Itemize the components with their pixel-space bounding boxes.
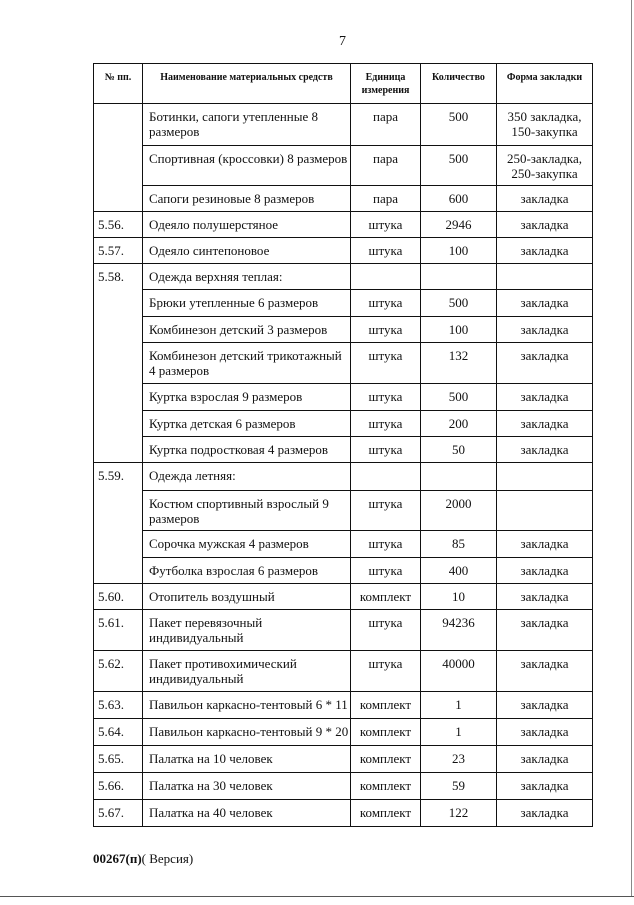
item-quantity: 122 bbox=[421, 800, 497, 827]
item-unit: штука bbox=[351, 651, 421, 692]
item-form: закладка bbox=[497, 773, 593, 800]
item-quantity bbox=[421, 463, 497, 491]
item-quantity: 50 bbox=[421, 437, 497, 463]
item-form: закладка bbox=[497, 212, 593, 238]
item-name: Палатка на 10 человек bbox=[143, 746, 351, 773]
item-form: закладка bbox=[497, 411, 593, 437]
group-heading: Одежда летняя: bbox=[143, 463, 351, 491]
item-number: 5.57. bbox=[94, 238, 143, 264]
group-heading: Одежда верхняя теплая: bbox=[143, 264, 351, 290]
item-form: 250-закладка, 250-закупка bbox=[497, 146, 593, 186]
item-name: Футболка взрослая 6 размеров bbox=[143, 558, 351, 584]
item-number: 5.61. bbox=[94, 610, 143, 651]
item-name: Одеяло полушерстяное bbox=[143, 212, 351, 238]
item-quantity: 85 bbox=[421, 531, 497, 558]
item-form: закладка bbox=[497, 692, 593, 719]
item-unit: штука bbox=[351, 317, 421, 343]
item-name: Куртка взрослая 9 размеров bbox=[143, 384, 351, 411]
item-form: закладка bbox=[497, 437, 593, 463]
item-quantity: 200 bbox=[421, 411, 497, 437]
item-number bbox=[94, 104, 143, 212]
item-form: закладка bbox=[497, 719, 593, 746]
item-form: закладка bbox=[497, 384, 593, 411]
item-quantity: 10 bbox=[421, 584, 497, 610]
item-quantity: 500 bbox=[421, 290, 497, 317]
item-unit: комплект bbox=[351, 773, 421, 800]
item-name: Пакет противохимический индивидуальный bbox=[143, 651, 351, 692]
item-form: закладка bbox=[497, 558, 593, 584]
item-name: Ботинки, сапоги утепленные 8 размеров bbox=[143, 104, 351, 146]
header-number: № пп. bbox=[94, 64, 143, 104]
document-code: 00267(п) bbox=[93, 851, 142, 866]
item-number: 5.62. bbox=[94, 651, 143, 692]
item-unit: комплект bbox=[351, 584, 421, 610]
item-unit: комплект bbox=[351, 692, 421, 719]
item-name: Палатка на 40 человек bbox=[143, 800, 351, 827]
item-form: закладка bbox=[497, 746, 593, 773]
item-quantity: 94236 bbox=[421, 610, 497, 651]
item-quantity: 40000 bbox=[421, 651, 497, 692]
item-form: закладка bbox=[497, 343, 593, 384]
item-form bbox=[497, 463, 593, 491]
item-unit: комплект bbox=[351, 719, 421, 746]
item-quantity: 500 bbox=[421, 384, 497, 411]
item-quantity bbox=[421, 264, 497, 290]
scan-edge-right bbox=[631, 0, 632, 896]
item-number: 5.60. bbox=[94, 584, 143, 610]
header-name: Наименование материальных средств bbox=[143, 64, 351, 104]
item-form: закладка bbox=[497, 186, 593, 212]
item-quantity: 132 bbox=[421, 343, 497, 384]
item-name: Комбинезон детский трикотажный 4 размеров bbox=[143, 343, 351, 384]
item-unit: штука bbox=[351, 290, 421, 317]
page-number: 7 bbox=[339, 34, 346, 49]
header-form: Форма закладки bbox=[497, 64, 593, 104]
item-quantity: 2946 bbox=[421, 212, 497, 238]
item-quantity: 59 bbox=[421, 773, 497, 800]
item-name: Палатка на 30 человек bbox=[143, 773, 351, 800]
item-unit: штука bbox=[351, 610, 421, 651]
item-name: Комбинезон детский 3 размеров bbox=[143, 317, 351, 343]
item-number: 5.66. bbox=[94, 773, 143, 800]
item-unit: пара bbox=[351, 146, 421, 186]
item-unit: штука bbox=[351, 238, 421, 264]
item-unit bbox=[351, 463, 421, 491]
item-name: Одеяло синтепоновое bbox=[143, 238, 351, 264]
item-quantity: 100 bbox=[421, 238, 497, 264]
item-name: Сорочка мужская 4 размеров bbox=[143, 531, 351, 558]
item-quantity: 500 bbox=[421, 146, 497, 186]
item-unit: комплект bbox=[351, 746, 421, 773]
item-unit: штука bbox=[351, 437, 421, 463]
document-footer bbox=[93, 851, 193, 866]
item-form: закладка bbox=[497, 800, 593, 827]
item-name: Отопитель воздушный bbox=[143, 584, 351, 610]
item-number: 5.59. bbox=[94, 463, 143, 584]
item-number: 5.56. bbox=[94, 212, 143, 238]
item-unit: комплект bbox=[351, 800, 421, 827]
item-number: 5.63. bbox=[94, 692, 143, 719]
item-unit bbox=[351, 264, 421, 290]
item-quantity: 400 bbox=[421, 558, 497, 584]
item-quantity: 100 bbox=[421, 317, 497, 343]
item-unit: штука bbox=[351, 491, 421, 531]
item-form: закладка bbox=[497, 651, 593, 692]
item-name: Сапоги резиновые 8 размеров bbox=[143, 186, 351, 212]
item-number: 5.67. bbox=[94, 800, 143, 827]
item-quantity: 1 bbox=[421, 692, 497, 719]
item-name: Спортивная (кроссовки) 8 размеров bbox=[143, 146, 351, 186]
item-form: закладка bbox=[497, 531, 593, 558]
item-form: закладка bbox=[497, 317, 593, 343]
item-number: 5.64. bbox=[94, 719, 143, 746]
item-form: 350 закладка, 150-закупка bbox=[497, 104, 593, 146]
item-unit: штука bbox=[351, 411, 421, 437]
scan-edge-bottom bbox=[0, 896, 634, 897]
item-name: Пакет перевязочный индивидуальный bbox=[143, 610, 351, 651]
item-form: закладка bbox=[497, 238, 593, 264]
item-number: 5.58. bbox=[94, 264, 143, 463]
item-quantity: 23 bbox=[421, 746, 497, 773]
item-quantity: 500 bbox=[421, 104, 497, 146]
item-quantity: 2000 bbox=[421, 491, 497, 531]
item-unit: штука bbox=[351, 212, 421, 238]
item-form: закладка bbox=[497, 290, 593, 317]
item-quantity: 1 bbox=[421, 719, 497, 746]
item-form bbox=[497, 491, 593, 531]
materials-table bbox=[93, 63, 593, 827]
item-name: Куртка подростковая 4 размеров bbox=[143, 437, 351, 463]
document-version: ( Версия) bbox=[141, 851, 194, 866]
item-unit: штука bbox=[351, 558, 421, 584]
header-quantity: Количество bbox=[421, 64, 497, 104]
header-unit: Единица измерения bbox=[351, 64, 421, 104]
item-quantity: 600 bbox=[421, 186, 497, 212]
item-form: закладка bbox=[497, 610, 593, 651]
item-name: Куртка детская 6 размеров bbox=[143, 411, 351, 437]
item-unit: пара bbox=[351, 104, 421, 146]
item-unit: штука bbox=[351, 384, 421, 411]
item-form: закладка bbox=[497, 584, 593, 610]
item-unit: штука bbox=[351, 531, 421, 558]
item-unit: штука bbox=[351, 343, 421, 384]
item-unit: пара bbox=[351, 186, 421, 212]
item-name: Костюм спортивный взрослый 9 размеров bbox=[143, 491, 351, 531]
item-number: 5.65. bbox=[94, 746, 143, 773]
item-name: Павильон каркасно-тентовый 9 * 20 bbox=[143, 719, 351, 746]
item-name: Брюки утепленные 6 размеров bbox=[143, 290, 351, 317]
item-name: Павильон каркасно-тентовый 6 * 11 bbox=[143, 692, 351, 719]
item-form bbox=[497, 264, 593, 290]
